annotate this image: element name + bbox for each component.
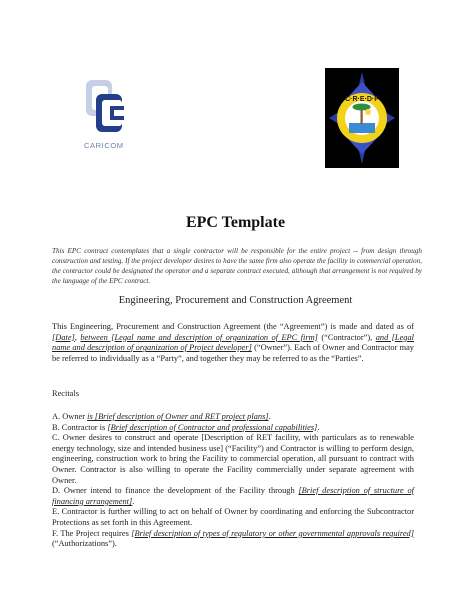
paragraph-text: This Engineering, Procurement and Construction Agreement (the “Agreement”) is made and dated as of (52, 322, 414, 331)
paragraph-text: (“Owner”). Each of Owner and Contractor may be referred to individually as a “Party”, and together they may be referred to as the “Parties”. (52, 343, 414, 363)
credp-emblem-icon (325, 68, 399, 168)
recital-d (52, 486, 414, 507)
date-placeholder: [Date] (52, 332, 75, 342)
agreement-heading: Engineering, Procurement and Construction Agreement (118, 295, 353, 306)
svg-text:C·R·E·D·P: C·R·E·D·P (345, 96, 379, 103)
recital-c: C. Owner desires to construct and operate [Description of RET facility, with particulars as to renewable energy technology, size and intended business use] (“Facility”) and Contractor is willing to perform design, engineering, construction work to bring the Facility to commercial operation, all pursuant to contract with Owner. Contractor is also willing to operate the Facility commercially under separate agreement with Owner. (52, 433, 414, 485)
recital-text: (“Authorizations”). (52, 539, 117, 549)
recital-a (52, 412, 414, 423)
agreement-intro-paragraph (52, 322, 414, 364)
recital-text: . (132, 496, 135, 506)
contractor-description-placeholder: [Brief description of Contractor and professional capabilities] (107, 422, 318, 432)
recitals-list (52, 412, 414, 550)
owner-placeholder: and [Legal name and description of organization of Project developer] (52, 332, 415, 353)
paragraph-text: (“Contractor”), (317, 332, 376, 342)
recital-text: F. The Project requires (52, 528, 132, 538)
financing-placeholder: [Brief description of structure of financing arrangement] (52, 486, 414, 506)
recital-f (52, 529, 414, 550)
caricom-wordmark: CARICOM (84, 141, 124, 150)
document-title: EPC Template (185, 214, 286, 231)
recital-text: . (268, 412, 271, 421)
recital-e: E. Contractor is further willing to act on behalf of Owner by coordinating and enforcing the Subcontractor Protections as set forth in this Agreement. (52, 507, 414, 527)
recital-text: D. Owner intend to finance the development of the Facility through (52, 486, 299, 496)
contractor-placeholder: between [Legal name and description of organization of EPC firm] (80, 332, 318, 342)
approvals-placeholder: [Brief description of types of regulatory or other governmental approvals required] (131, 528, 414, 538)
caricom-logo (84, 78, 124, 148)
recital-text: . (317, 422, 320, 432)
recital-b (52, 423, 414, 434)
credp-logo (325, 68, 399, 168)
recital-text: B. Contractor is (52, 422, 108, 432)
intro-note: This EPC contract contemplates that a single contractor will be responsible for the entire project -- from design through construction and testing. If the project developer desires to have the same firm also operate the facility in commercial operation, the contractor could be designated the operator and a separate contract executed, although that arrangement is not required by the language of the EPC contract. (52, 247, 422, 285)
owner-description-placeholder: is [Brief description of Owner and RET project plans] (87, 412, 269, 421)
recitals-heading: Recitals (52, 389, 79, 398)
recital-text: A. Owner (52, 412, 88, 421)
paragraph-text: , (74, 332, 81, 342)
caricom-emblem-icon (84, 78, 124, 140)
